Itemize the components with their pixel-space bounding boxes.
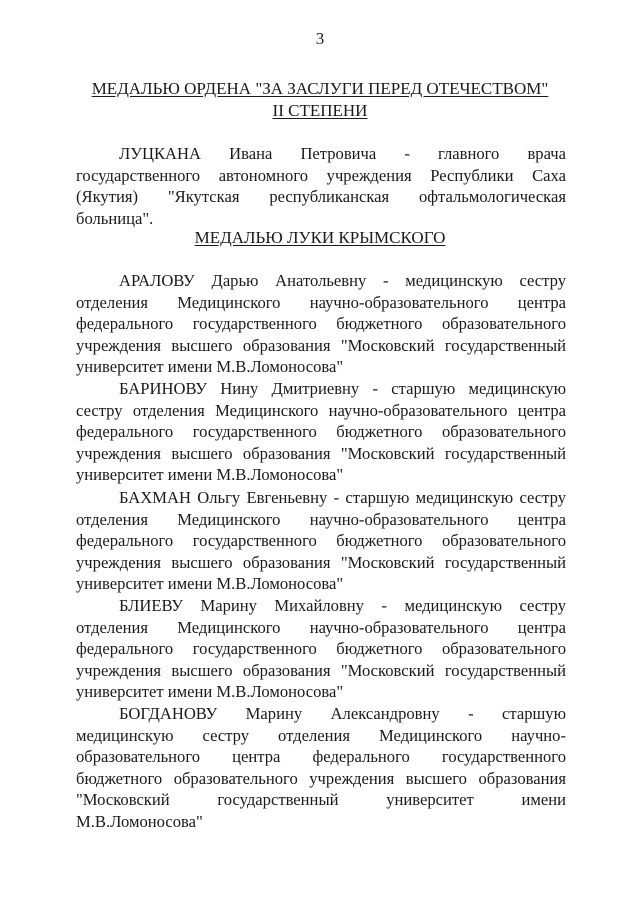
award-entry: БЛИЕВУ Марину Михайловну - медицинскую сестру отделения Медицинского научно-образовательного центра федерального государственного бюджетного образовательного учреждения высшего образования "Московский государственный университет имени М.В.Ломоносова": [76, 596, 566, 702]
medal-heading-luka-krymsky: [0, 227, 640, 249]
award-entry: АРАЛОВУ Дарью Анатольевну - медицинскую сестру отделения Медицинского научно-образовательного центра федерального государственного бюджетного образовательного учреждения высшего образования "Московский государственный университет имени М.В.Ломоносова": [76, 271, 566, 377]
heading-text: МЕДАЛЬЮ ЛУКИ КРЫМСКОГО: [194, 228, 446, 247]
award-entry: ЛУЦКАНА Ивана Петровича - главного врача государственного автономного учреждения Республики Саха (Якутия) "Якутская республиканская офтальмологическая больница".: [76, 144, 566, 228]
medal-heading-order-merit: [0, 78, 640, 122]
page-number: 3: [315, 29, 325, 48]
award-entry: БАРИНОВУ Нину Дмитриевну - старшую медицинскую сестру отделения Медицинского научно-образовательного центра федерального государственного бюджетного образовательного учреждения высшего образования "Московский государственный университет имени М.В.Ломоносова": [76, 379, 566, 485]
award-entry: БАХМАН Ольгу Евгеньевну - старшую медицинскую сестру отделения Медицинского научно-образовательного центра федерального государственного бюджетного образовательного учреждения высшего образования "Московский государственный университет имени М.В.Ломоносова": [76, 488, 566, 594]
heading-line-2: II СТЕПЕНИ: [272, 101, 368, 120]
award-entry: БОГДАНОВУ Марину Александровну - старшую медицинскую сестру отделения Медицинского научно-образовательного центра федерального государственного бюджетного образовательного учреждения высшего образования "Московский государственный университет имени М.В.Ломоносова": [76, 704, 566, 831]
heading-line-1: МЕДАЛЬЮ ОРДЕНА "ЗА ЗАСЛУГИ ПЕРЕД ОТЕЧЕСТВОМ": [91, 79, 549, 98]
